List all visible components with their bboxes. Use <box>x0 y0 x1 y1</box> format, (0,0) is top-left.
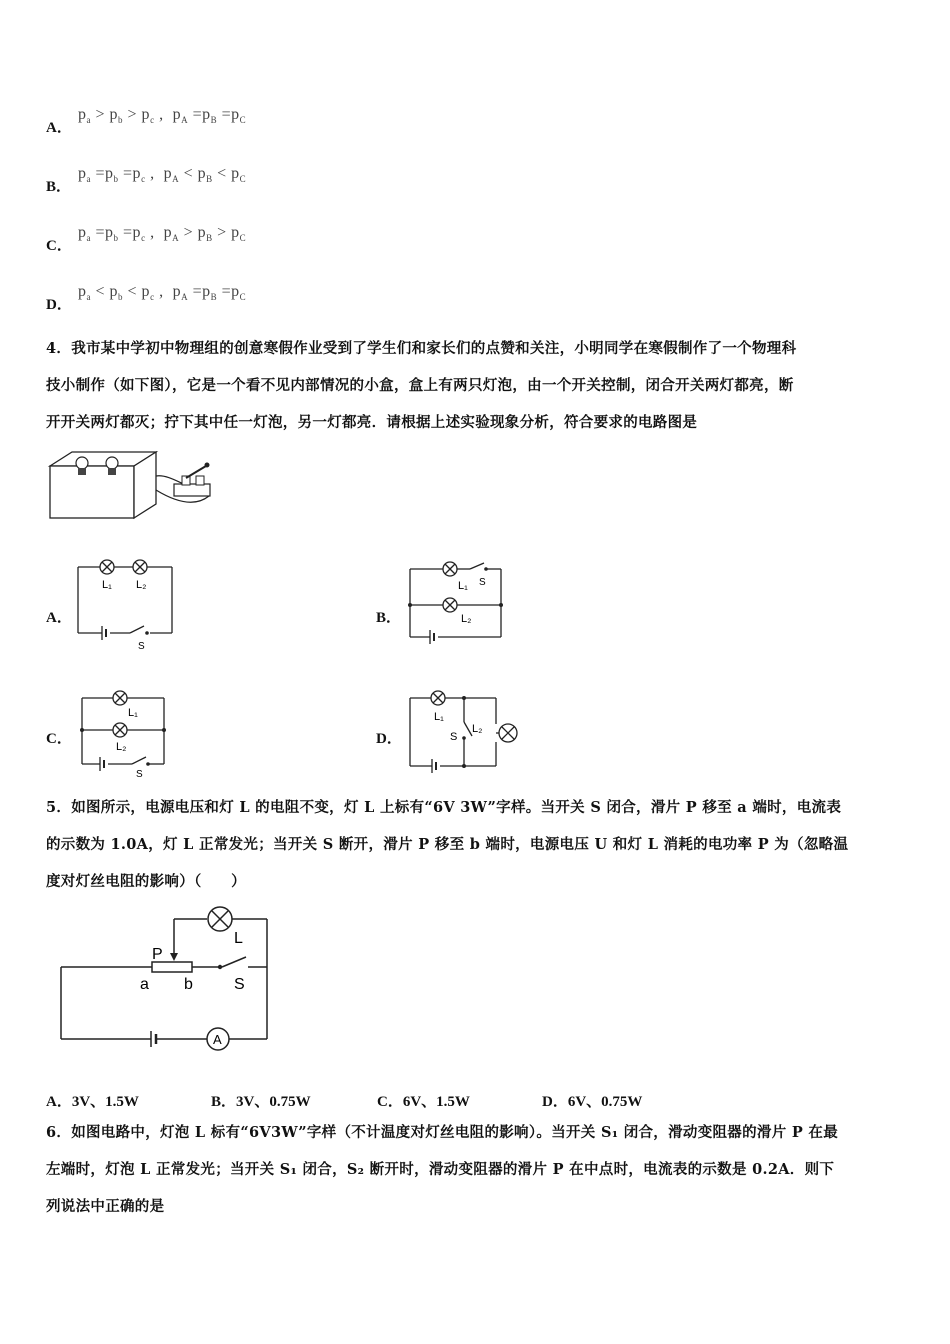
q4-box-illustration <box>44 446 224 526</box>
q5-label-ammeter: A <box>213 1032 222 1047</box>
q5-circuit <box>56 903 276 1063</box>
q4b-label-l2: L₂ <box>461 613 472 625</box>
q5-line-2: 的示数为 1.0A，灯 L 正常发光；当开关 S 断开，滑片 P 移至 b 端时，电源电压 U 和灯 L 消耗的电功率 P 为（忽略温 <box>46 836 849 853</box>
q3-option-b-formula: $p_a =p_b =p_c$ , $p_A < p_B < p_C$ <box>78 165 247 185</box>
q4c-label-l2: L₂ <box>116 741 127 753</box>
q6-line-1: 6．如图电路中，灯泡 L 标有“6V3W”字样（不计温度对灯丝电阻的影响）。当开关 S₁ 闭合，滑动变阻器的滑片 P 在最 <box>46 1124 839 1141</box>
q3-option-c-letter: C． <box>46 238 72 254</box>
q4-option-b-letter: B． <box>376 610 402 626</box>
q6-line-2: 左端时，灯泡 L 正常发光；当开关 S₁ 闭合，S₂ 断开时，滑动变阻器的滑片 P 在中点时，电流表的示数是 0.2A．则下 <box>46 1161 835 1178</box>
q4-option-c-letter: C． <box>46 731 72 747</box>
q5-label-b: b <box>184 976 193 993</box>
q5-answer-a: A．3V、1.5W <box>46 1094 139 1110</box>
q4d-label-l1: L₁ <box>434 711 444 723</box>
q3-option-b-letter: B． <box>46 179 72 195</box>
q3-option-a-letter: A． <box>46 120 72 136</box>
q6-line-3: 列说法中正确的是 <box>46 1198 165 1215</box>
q4-circuit-a <box>74 555 178 655</box>
q4b-label-s: S <box>479 577 486 588</box>
q5-answer-c: C．6V、1.5W <box>377 1094 470 1110</box>
q4-circuit-b <box>406 555 506 651</box>
q4b-label-l1: L₁ <box>458 580 468 592</box>
q4a-label-l1: L₁ <box>102 579 112 591</box>
q5-line-1: 5．如图所示，电源电压和灯 L 的电阻不变，灯 L 上标有“6V 3W”字样。当开关 S 闭合，滑片 P 移至 a 端时，电流表 <box>46 799 842 816</box>
q4-option-d-letter: D． <box>376 731 402 747</box>
q6-question <box>46 1114 916 1225</box>
q4a-label-s: S <box>138 641 145 652</box>
q4-question <box>46 330 916 441</box>
q5-question <box>46 789 916 900</box>
q4-line-3: 开开关两灯都灭；拧下其中任一灯泡，另一灯都亮．请根据上述实验现象分析，符合要求的电路图是 <box>46 414 698 431</box>
q3-option-c-formula: $p_a =p_b =p_c$ , $p_A > p_B > p_C$ <box>78 224 247 244</box>
q5-answer-b: B．3V、0.75W <box>211 1094 311 1110</box>
q5-label-a: a <box>140 976 149 993</box>
q4-line-2: 技小制作（如下图），它是一个看不见内部情况的小盒，盒上有两只灯泡，由一个开关控制，闭合开关两灯都亮，断 <box>46 377 794 394</box>
q4-option-a-letter: A． <box>46 610 72 626</box>
q4c-label-s: S <box>136 769 143 780</box>
q3-option-d-formula: $p_a < p_b < p_c$ , $p_A =p_B =p_C$ <box>78 283 247 303</box>
q4-circuit-c <box>78 686 170 780</box>
q5-answer-d: D．6V、0.75W <box>542 1094 643 1110</box>
q4a-label-l2: L₂ <box>136 579 147 591</box>
q4-circuit-d <box>406 686 526 780</box>
q5-line-3: 度对灯丝电阻的影响）（ ） <box>46 873 246 890</box>
q5-label-s: S <box>234 976 245 993</box>
q3-option-d-letter: D． <box>46 297 72 313</box>
q5-label-l: L <box>234 930 243 947</box>
q4c-label-l1: L₁ <box>128 707 138 719</box>
q4-line-1: 4．我市某中学初中物理组的创意寒假作业受到了学生们和家长们的点赞和关注，小明同学在寒假制作了一个物理科 <box>46 340 797 357</box>
q4d-label-l2: L₂ <box>472 723 483 735</box>
q3-option-a-formula: $p_a > p_b > p_c$ , $p_A =p_B =p_C$ <box>78 106 247 126</box>
q4d-label-s: S <box>450 731 458 743</box>
q5-label-p: P <box>152 946 163 963</box>
